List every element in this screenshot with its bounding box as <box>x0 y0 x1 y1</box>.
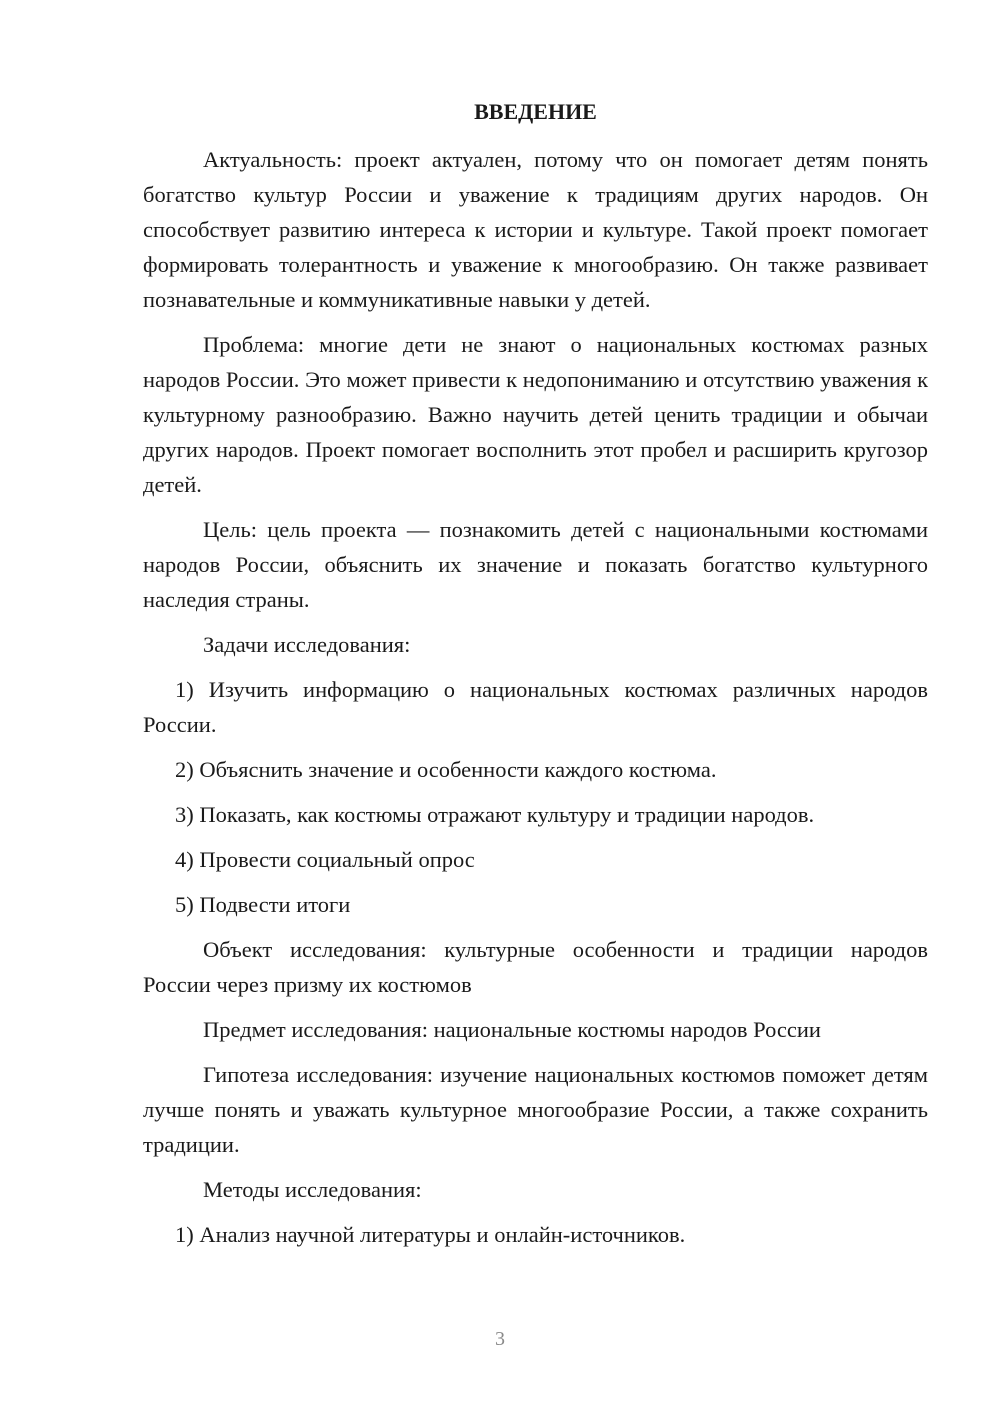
task-item-5: 5) Подвести итоги <box>175 892 351 917</box>
hypothesis-paragraph: Гипотеза исследования: изучение национальных костюмов поможет детям лучше понять и уважать культурное многообразие России, а также сохранить традиции. <box>143 1062 928 1157</box>
page-number: 3 <box>495 1328 505 1350</box>
problem-paragraph: Проблема: многие дети не знают о национальных костюмах разных народов России. Это может привести к недопониманию и отсутствию уважения к культурному разнообразию. Важно научить детей ценить традиции и обычаи других народов. Проект помогает восполнить этот пробел и расширить кругозор детей. <box>143 332 928 497</box>
task-item-4: 4) Провести социальный опрос <box>175 847 475 872</box>
method-item-1: 1) Анализ научной литературы и онлайн-источников. <box>175 1222 686 1247</box>
task-item-3: 3) Показать, как костюмы отражают культуру и традиции народов. <box>175 802 815 827</box>
tasks-heading: Задачи исследования: <box>203 632 411 657</box>
goal-paragraph: Цель: цель проекта — познакомить детей с национальными костюмами народов России, объяснить их значение и показать богатство культурного наследия страны. <box>143 517 928 612</box>
document-page <box>143 94 928 1324</box>
section-title: ВВЕДЕНИЕ <box>474 99 597 124</box>
relevance-paragraph: Актуальность: проект актуален, потому что он помогает детям понять богатство культур России и уважение к традициям других народов. Он способствует развитию интереса к истории и культуре. Такой проект помогает формировать толерантность и уважение к многообразию. Он также развивает познавательные и коммуникативные навыки у детей. <box>143 147 928 312</box>
task-item-2: 2) Объяснить значение и особенности каждого костюма. <box>175 757 717 782</box>
object-paragraph: Объект исследования: культурные особенности и традиции народов России через призму их костюмов <box>143 937 928 997</box>
methods-heading: Методы исследования: <box>203 1177 422 1202</box>
task-item-1: 1) Изучить информацию о национальных костюмах различных народов России. <box>143 677 928 737</box>
subject-paragraph: Предмет исследования: национальные костюмы народов России <box>203 1017 821 1042</box>
